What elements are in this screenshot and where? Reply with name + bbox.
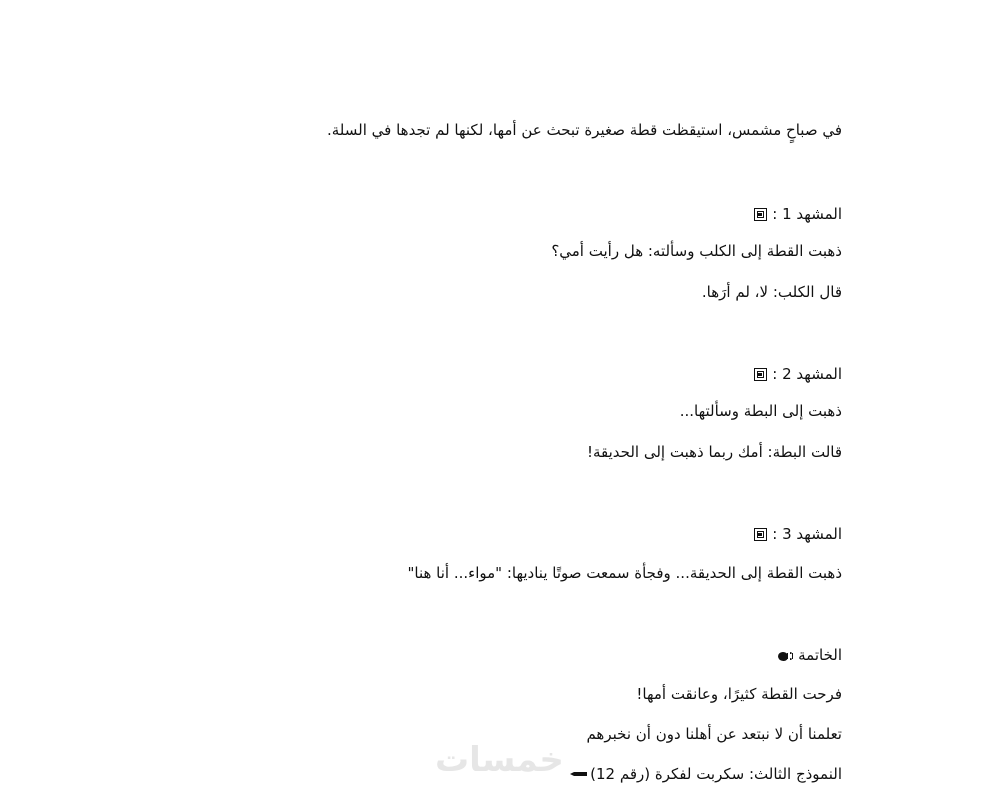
speaking-head-icon	[778, 652, 788, 661]
scene-1-line-1	[551, 241, 842, 261]
framed-picture-icon	[754, 368, 767, 381]
scene-3-heading	[754, 524, 842, 544]
scene-1-line-2	[702, 282, 842, 302]
ending-line-1-text: فرحت القطة كثيرًا، وعانقت أمها!	[636, 685, 842, 703]
framed-picture-icon	[754, 208, 767, 221]
scene-1-line-2-text: قال الكلب: لا، لم أرَها.	[701, 283, 842, 301]
ending-line-2	[586, 724, 842, 744]
next-section-title	[574, 764, 842, 784]
scene-3-line-1	[408, 563, 843, 583]
scene-2-heading-text: المشهد 2 :	[772, 365, 842, 383]
scene-1-heading-text: المشهد 1 :	[772, 205, 842, 223]
intro-paragraph	[327, 120, 842, 140]
intro-text: في صباحٍ مشمس، استيقظت قطة صغيرة تبحث عن أمها، لكنها لم تجدها في السلة.	[327, 121, 842, 139]
scene-1-line-1-text: ذهبت القطة إلى الكلب وسألته: هل رأيت أمي؟	[551, 242, 842, 260]
framed-picture-icon	[754, 528, 767, 541]
pencil-icon	[574, 772, 587, 776]
scene-2-heading	[754, 364, 842, 384]
ending-heading-text: الخاتمة :	[788, 646, 842, 664]
ending-line-1	[636, 684, 842, 704]
scene-2-line-1-text: ذهبت إلى البطة وسألتها...	[679, 402, 842, 420]
watermark-logo: خمسات	[435, 740, 564, 780]
next-section-text: النموذج الثالث: سكربت لفكرة (رقم 12)	[590, 765, 842, 783]
scene-2-line-1	[680, 401, 842, 421]
ending-line-2-text: تعلمنا أن لا نبتعد عن أهلنا دون أن نخبرهم	[586, 725, 842, 743]
scene-3-heading-text: المشهد 3 :	[772, 525, 842, 543]
scene-2-line-2-text: قالت البطة: أمك ربما ذهبت إلى الحديقة!	[586, 443, 842, 461]
ending-heading	[776, 645, 842, 665]
scene-1-heading	[754, 204, 842, 224]
scene-3-line-1-text: ذهبت القطة إلى الحديقة... وفجأة سمعت صوتًا يناديها: "مواء... أنا هنا"	[407, 564, 842, 582]
scene-2-line-2	[587, 442, 842, 462]
